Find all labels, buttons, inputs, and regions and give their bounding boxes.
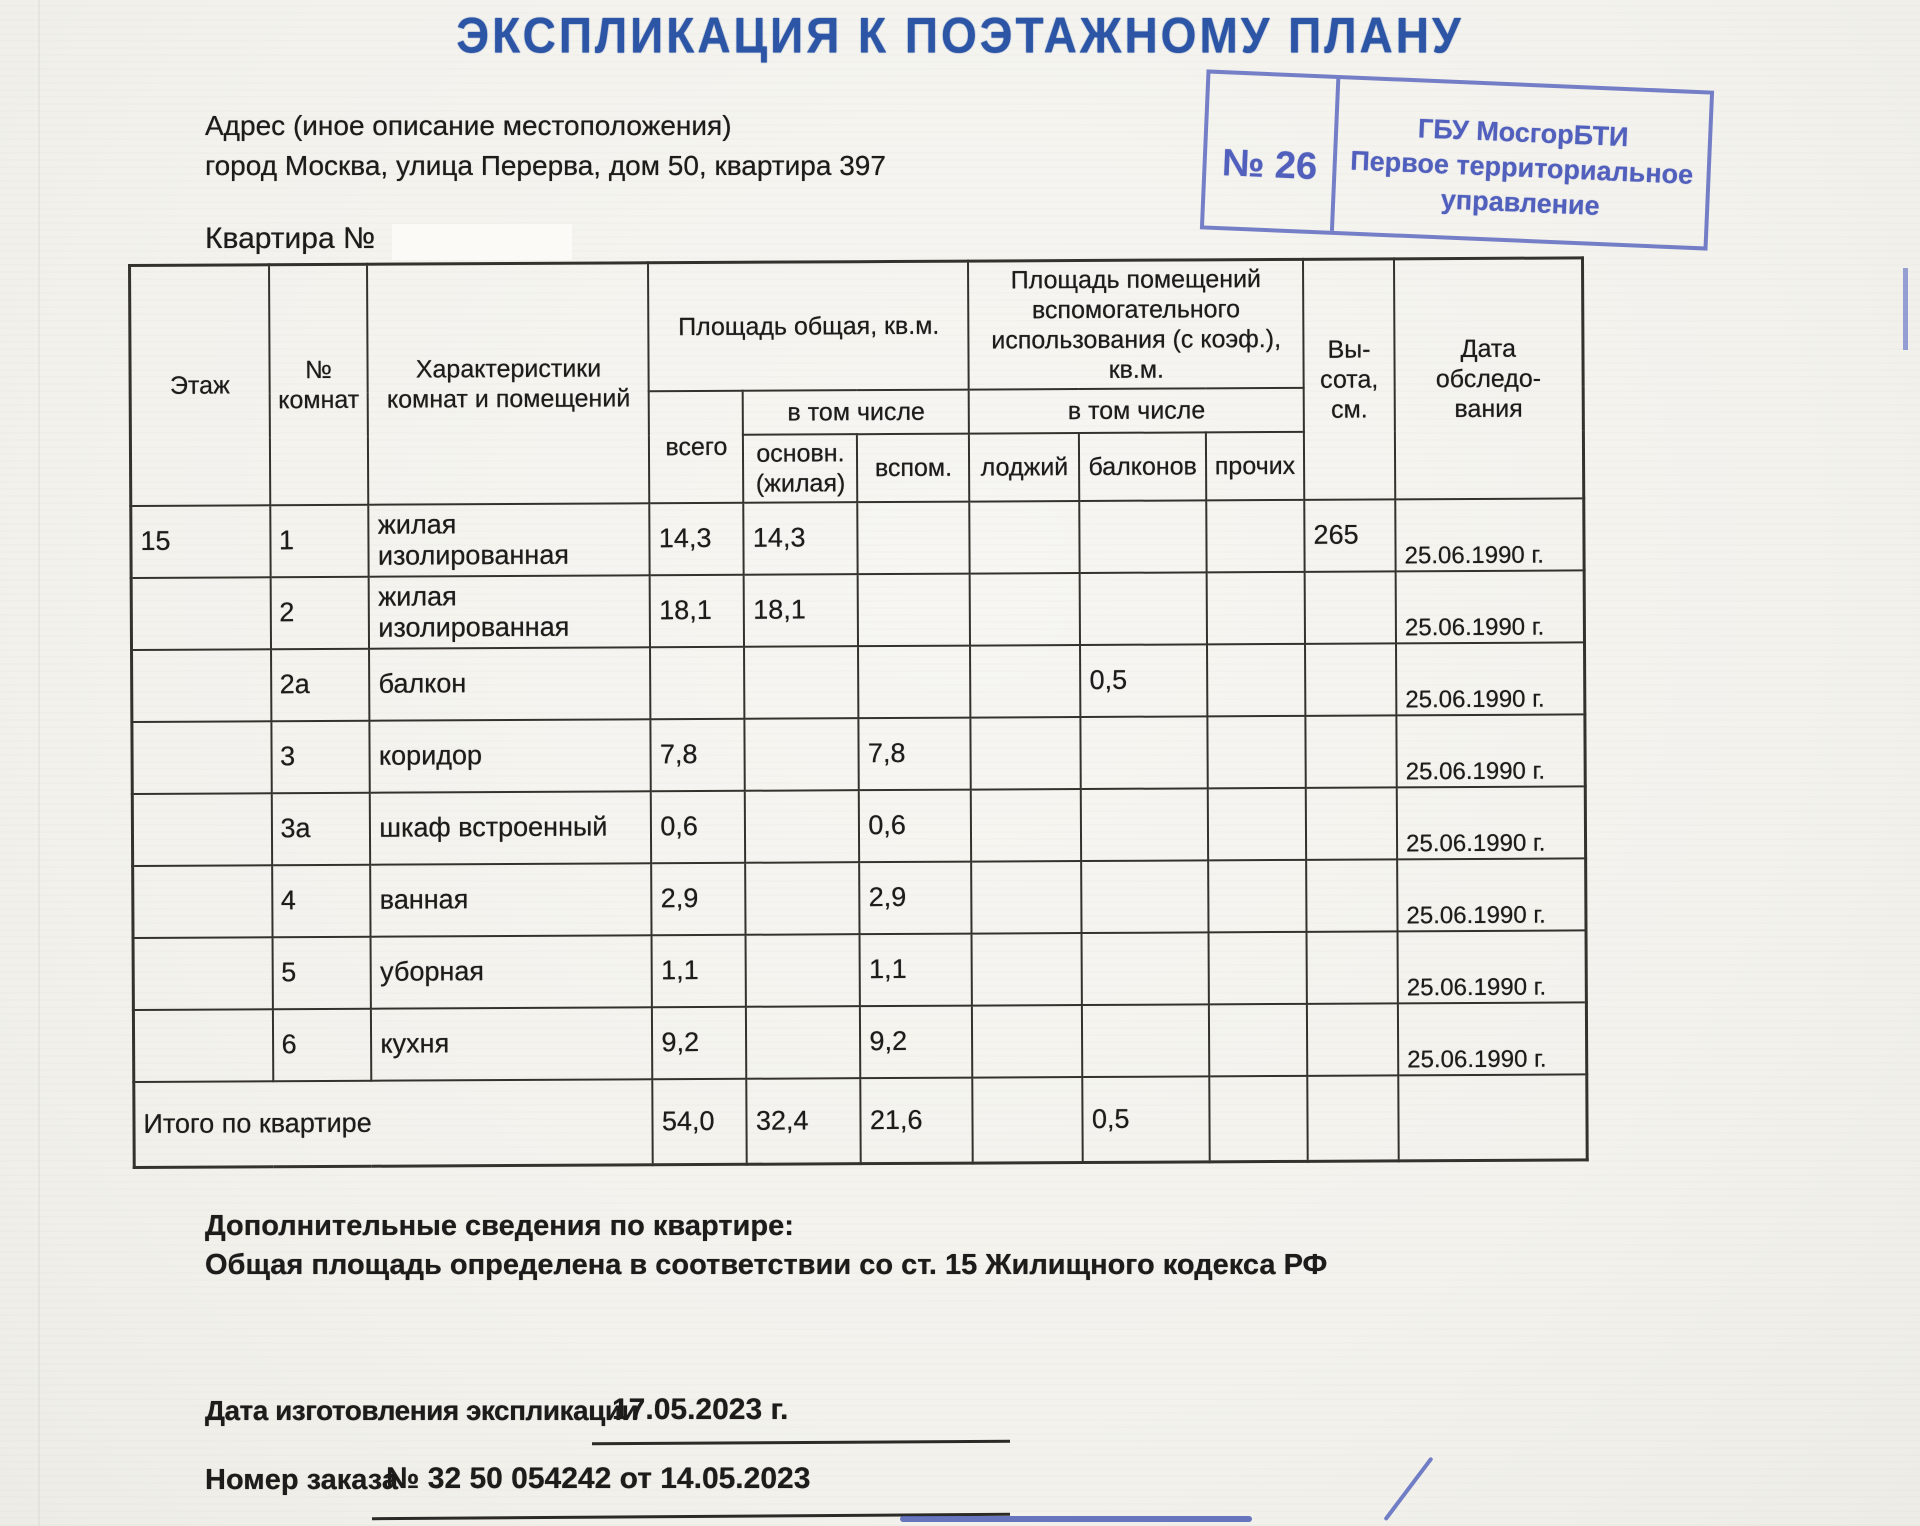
- header-aux: вспом.: [857, 433, 969, 502]
- cell-floor: [131, 577, 270, 650]
- cell-room-no: 6: [272, 1008, 371, 1081]
- cell-other: [1207, 715, 1306, 788]
- cell-other: [1209, 1075, 1308, 1162]
- table-row: [133, 1002, 1586, 1082]
- header-height: Вы- сота, см.: [1303, 259, 1395, 499]
- cell-room-no: 2: [270, 576, 369, 649]
- stamp-text: [1334, 79, 1710, 246]
- cell-balcony: [1082, 860, 1209, 933]
- cell-height: [1306, 787, 1397, 859]
- cell-area-total: 18,1: [650, 574, 744, 646]
- cell-loggia: [972, 933, 1082, 1006]
- cell-loggia: [970, 573, 1080, 646]
- cell-other: [1206, 571, 1305, 644]
- cell-area-main: [746, 934, 860, 1007]
- cell-loggia: [971, 717, 1081, 790]
- cell-area-total: 7,8: [651, 718, 745, 790]
- table-row: [132, 642, 1585, 722]
- stamp-org-line2: Первое территориальное: [1349, 145, 1694, 190]
- header-total: всего: [649, 390, 744, 502]
- order-number-label: Номер заказа: [205, 1464, 398, 1496]
- table-row: [133, 858, 1586, 938]
- cell-description: шкаф встроенный: [370, 791, 651, 864]
- header-characteristics: Характеристики комнат и помещений: [367, 263, 649, 504]
- cell-loggia: [973, 1077, 1083, 1164]
- header-including-right: в том числе: [969, 387, 1304, 433]
- cell-room-no: 1: [270, 504, 369, 577]
- cell-room-no: 2а: [271, 648, 370, 721]
- header-aux-area-group: Площадь помещений вспомогательного использования (с коэф.), кв.м.: [968, 259, 1303, 389]
- cell-description: жилая изолированная: [369, 503, 650, 576]
- cell-description: балкон: [369, 647, 650, 720]
- signature-stroke: [1383, 1457, 1433, 1522]
- order-number-value: № 32 50 054242 от 14.05.2023: [386, 1462, 811, 1495]
- cell-height: [1307, 1075, 1398, 1161]
- header-room-no: № комнат: [269, 264, 369, 505]
- cell-description: жилая изолированная: [369, 575, 650, 648]
- explication-date-value: 17.05.2023 г.: [612, 1393, 789, 1426]
- cell-area-aux: 0,6: [859, 789, 971, 862]
- cell-total-label: Итого по квартире: [134, 1079, 653, 1168]
- cell-area-total: 14,3: [650, 502, 744, 574]
- header-main-living: основн. (жилая): [743, 434, 857, 503]
- document-title: ЭКСПЛИКАЦИЯ К ПОЭТАЖНОМУ ПЛАНУ: [456, 6, 1464, 64]
- cell-floor: [132, 721, 271, 794]
- cell-balcony: 0,5: [1083, 1076, 1210, 1163]
- cell-other: [1209, 1003, 1308, 1076]
- address-value: город Москва, улица Перерва, дом 50, квартира 397: [205, 150, 886, 181]
- cell-survey-date: 25.06.1990 г.: [1396, 642, 1584, 715]
- cell-room-no: 3: [271, 720, 370, 793]
- cell-loggia: [971, 789, 1081, 862]
- cell-balcony: [1082, 1004, 1209, 1077]
- cell-loggia: [972, 861, 1082, 934]
- header-loggia: лоджий: [969, 433, 1079, 502]
- cell-loggia: [970, 645, 1080, 718]
- cell-floor: [133, 1009, 272, 1082]
- address-label: Адрес (иное описание местоположения): [205, 110, 732, 141]
- cell-balcony: [1080, 500, 1207, 573]
- cell-height: [1305, 715, 1396, 787]
- cell-area-main: [746, 1006, 860, 1079]
- additional-info-value: Общая площадь определена в соответствии со ст. 15 Жилищного кодекса РФ: [205, 1249, 1328, 1281]
- cell-room-no: 5: [272, 936, 371, 1009]
- cell-height: 265: [1304, 499, 1395, 571]
- table-row: [133, 930, 1586, 1010]
- explication-date-underline: [592, 1440, 1010, 1446]
- cell-area-aux: [858, 501, 970, 574]
- cell-other: [1208, 931, 1307, 1004]
- cell-description: кухня: [371, 1007, 652, 1080]
- cell-area-total: 9,2: [652, 1006, 746, 1078]
- cell-area-aux: 9,2: [860, 1005, 972, 1078]
- cell-room-no: 3а: [271, 792, 370, 865]
- header-balcony: балконов: [1079, 432, 1206, 501]
- cell-area-aux: 7,8: [859, 717, 971, 790]
- cell-balcony: [1081, 716, 1208, 789]
- cell-floor: [132, 649, 271, 722]
- header-area-total-group: Площадь общая, кв.м.: [648, 261, 969, 391]
- cell-balcony: [1082, 932, 1209, 1005]
- header-floor: Этаж: [130, 265, 270, 506]
- cell-area-aux: [858, 573, 970, 646]
- cell-loggia: [970, 501, 1080, 574]
- cell-floor: 15: [131, 505, 270, 578]
- stamp-number: № 26: [1204, 74, 1340, 231]
- cell-height: [1306, 859, 1397, 931]
- apartment-number-label: Квартира №: [205, 222, 376, 255]
- cell-area-aux: 2,9: [860, 861, 972, 934]
- cell-other: [1206, 499, 1305, 572]
- cell-survey-date: 25.06.1990 г.: [1396, 714, 1584, 787]
- cell-area-main: 32,4: [747, 1078, 861, 1165]
- cell-area-aux: 21,6: [861, 1077, 973, 1164]
- cell-area-total: 2,9: [652, 862, 746, 934]
- cell-area-total: 1,1: [652, 934, 746, 1006]
- cell-height: [1307, 1003, 1398, 1075]
- cell-area-main: [745, 718, 859, 791]
- cell-area-main: [744, 646, 858, 719]
- cell-area-main: [746, 862, 860, 935]
- cell-floor: [133, 865, 272, 938]
- cell-description: ванная: [371, 863, 652, 936]
- cell-area-total: 0,6: [651, 790, 745, 862]
- cell-description: уборная: [371, 935, 652, 1008]
- header-other: прочих: [1206, 431, 1305, 500]
- cell-height: [1305, 643, 1396, 715]
- cell-area-aux: 1,1: [860, 933, 972, 1006]
- stamp-org-line3: управление: [1440, 183, 1601, 221]
- explication-table: [128, 256, 1588, 1169]
- bti-stamp: [1200, 69, 1714, 250]
- cell-survey-date: 25.06.1990 г.: [1396, 570, 1584, 643]
- cell-survey-date: [1398, 1074, 1586, 1161]
- cell-survey-date: 25.06.1990 г.: [1398, 930, 1586, 1003]
- cell-loggia: [972, 1005, 1082, 1078]
- table-total-row: [134, 1074, 1587, 1168]
- cell-height: [1307, 931, 1398, 1003]
- cell-description: коридор: [370, 719, 651, 792]
- cell-balcony: [1081, 788, 1208, 861]
- cell-other: [1208, 787, 1307, 860]
- cell-survey-date: 25.06.1990 г.: [1398, 1002, 1586, 1075]
- cell-area-main: [745, 790, 859, 863]
- table-row: [131, 570, 1584, 650]
- cell-area-main: 18,1: [744, 574, 858, 647]
- table-row: [132, 786, 1585, 866]
- cell-area-main: 14,3: [744, 502, 858, 575]
- cell-balcony: [1080, 572, 1207, 645]
- blue-edge-mark: [1903, 268, 1908, 350]
- cell-area-total: 54,0: [653, 1078, 747, 1164]
- cell-area-total: [650, 646, 744, 718]
- header-including-left: в том числе: [743, 389, 969, 434]
- cell-other: [1207, 643, 1306, 716]
- cell-survey-date: 25.06.1990 г.: [1397, 786, 1585, 859]
- cell-survey-date: 25.06.1990 г.: [1397, 858, 1585, 931]
- cell-other: [1208, 859, 1307, 932]
- table-row: [131, 498, 1584, 578]
- additional-info-label: Дополнительные сведения по квартире:: [205, 1210, 794, 1242]
- explication-date-label: Дата изготовления экспликации: [205, 1395, 639, 1426]
- blue-scan-line: [900, 1516, 1252, 1522]
- stamp-org-name: ГБУ МосгорБТИ: [1417, 112, 1630, 152]
- whiteout-patch: [392, 224, 572, 260]
- cell-floor: [132, 793, 271, 866]
- cell-survey-date: 25.06.1990 г.: [1395, 498, 1583, 571]
- cell-balcony: 0,5: [1080, 644, 1207, 717]
- scan-crease-line: [38, 0, 40, 1526]
- table-row: [132, 714, 1585, 794]
- cell-room-no: 4: [272, 864, 371, 937]
- cell-floor: [133, 937, 272, 1010]
- cell-height: [1305, 571, 1396, 643]
- header-survey-date: Дата обследо- вания: [1394, 258, 1583, 499]
- cell-area-aux: [858, 645, 970, 718]
